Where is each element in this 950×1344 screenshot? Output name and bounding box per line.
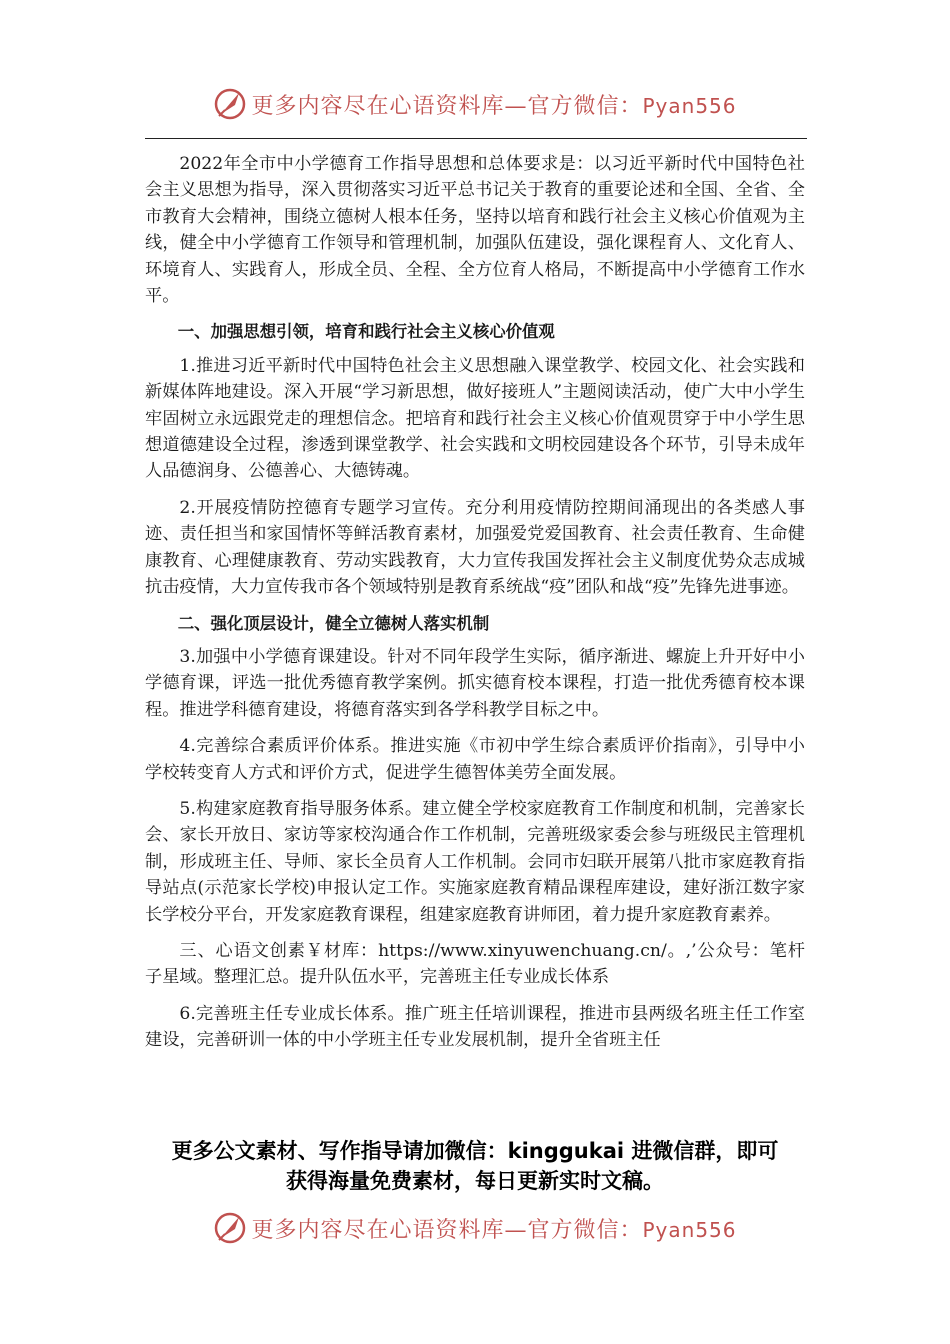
paragraph: 2022年全市中小学德育工作指导思想和总体要求是：以习近平新时代中国特色社会主义思想为指导，深入贯彻落实习近平总书记关于教育的重要论述和全国、全省、全市教育大会精神，围绕立德树人根本任务，坚持以培育和践行社会主义核心价值观为主线，健全中小学德育工作领导和管理机制，加强队伍建设，强化课程育人、文化育人、环境育人、实践育人，形成全员、全程、全方位育人格局，不断提高中小学德育工作水平。 [145,154,805,307]
paragraph: 三、心语文创素￥材库：https://www.xinyuwenchuang.cn/。,’公众号：笔杆子星域。整理汇总。提升队伍水平，完善班主任专业成长体系 [145,940,805,988]
promo-text [100,1136,850,1196]
header-wechat-id: Pyan556 [642,93,737,118]
header-banner [0,84,950,124]
footer-wechat-id: Pyan556 [642,1217,737,1242]
paragraph: 2.开展疫情防控德育专题学习宣传。充分利用疫情防控期间涌现出的各类感人事迹、责任担当和家国情怀等鲜活教育素材，加强爱党爱国教育、社会责任教育、生命健康教育、心理健康教育、劳动实践教育，大力宣传我国发挥社会主义制度优势众志成城抗击疫情，大力宣传我市各个领域特别是教育系统战“疫”团队和战“疫”先锋先进事迹。 [145,497,805,598]
header-rule [145,138,807,139]
promo-line-1: 更多公文素材、写作指导请加微信：kinggukai 进微信群，即可 [171,1139,779,1163]
footer-banner-text: 更多内容尽在心语资料库—官方微信：Pyan556 [251,1217,737,1243]
paragraph: 5.构建家庭教育指导服务体系。建立健全学校家庭教育工作制度和机制，完善家长会、家长开放日、家访等家校沟通合作工作机制，完善班级家委会参与班级民主管理机制，形成班主任、导师、家长全员育人工作机制。会同市妇联开展第八批市家庭教育指导站点(示范家长学校)申报认定工作。实施家庭教育精品课程库建设，建好浙江数字家长学校分平台，开发家庭教育课程，组建家庭教育讲师团，着力提升家庭教育素养。 [145,798,805,925]
paragraph: 4.完善综合素质评价体系。推进实施《市初中学生综合素质评价指南》，引导中小学校转变育人方式和评价方式，促进学生德智体美劳全面发展。 [145,736,805,783]
quill-logo-icon [213,87,247,121]
paragraph: 1.推进习近平新时代中国特色社会主义思想融入课堂教学、校园文化、社会实践和新媒体阵地建设。深入开展“学习新思想，做好接班人”主题阅读活动，使广大中小学生牢固树立永远跟党走的理想信念。把培育和践行社会主义核心价值观贯穿于中小学生思想道德建设全过程，渗透到课堂教学、社会实践和文明校园建设各个环节，引导未成年人品德润身、公德善心、大德铸魂。 [145,355,805,482]
promo-line-2: 获得海量免费素材，每日更新实时文稿。 [286,1169,664,1193]
paragraph: 6.完善班主任专业成长体系。推广班主任培训课程，推进市县两级名班主任工作室建设，完善研训一体的中小学班主任专业发展机制，提升全省班主任 [145,1003,805,1051]
quill-logo-icon [213,1211,247,1245]
footer-banner [0,1208,950,1248]
section-heading: 一、加强思想引领，培育和践行社会主义核心价值观 [177,322,555,342]
header-banner-text: 更多内容尽在心语资料库—官方微信：Pyan556 [251,93,737,119]
section-heading: 二、强化顶层设计，健全立德树人落实机制 [177,613,490,633]
document-body [145,151,805,1064]
paragraph: 3.加强中小学德育课建设。针对不同年段学生实际，循序渐进、螺旋上升开好中小学德育课，评选一批优秀德育教学案例。抓实德育校本课程，打造一批优秀德育校本课程。推进学科德育建设，将德育落实到各学科教学目标之中。 [145,646,805,720]
